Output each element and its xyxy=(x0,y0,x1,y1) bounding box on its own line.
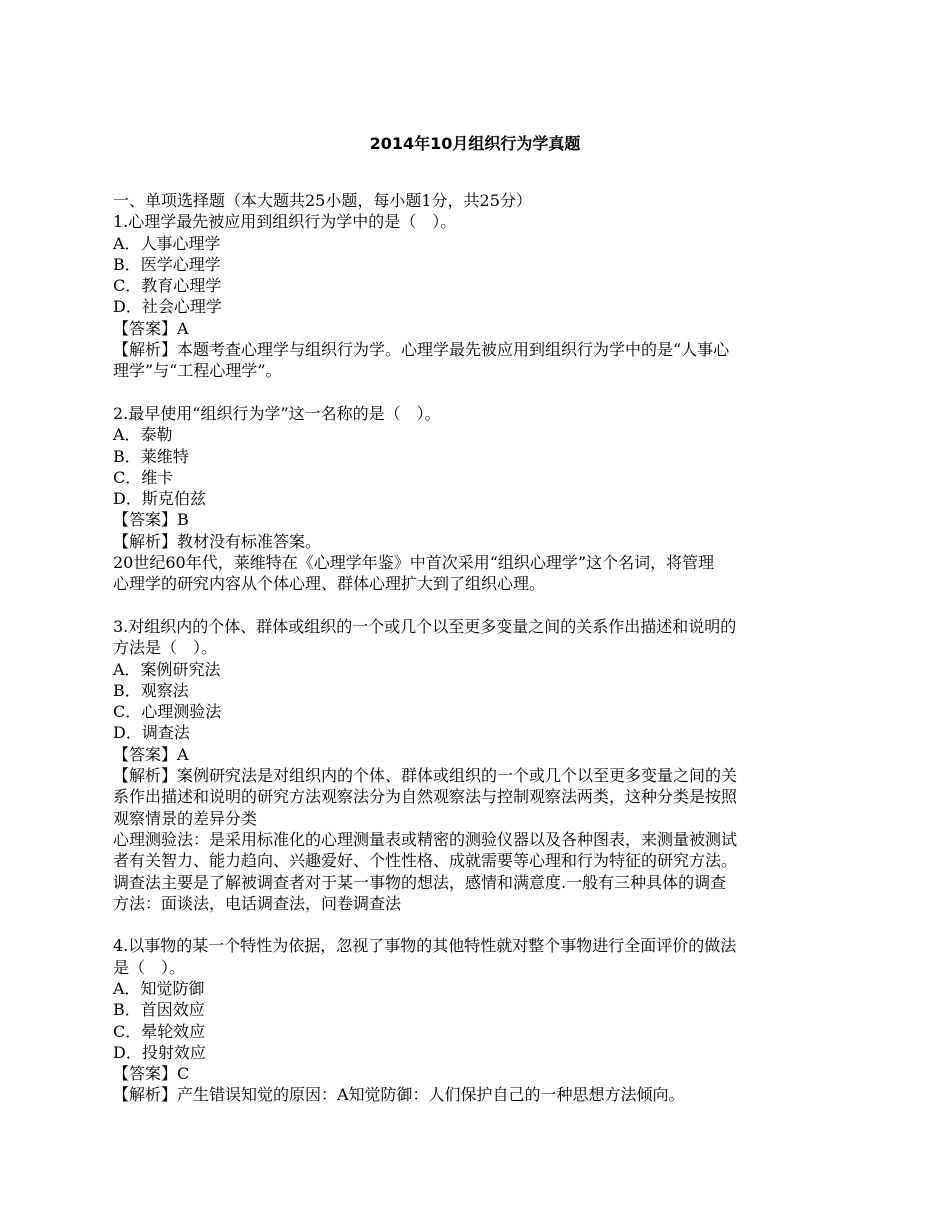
spacer xyxy=(113,382,843,403)
question-4 xyxy=(113,935,843,1105)
document-body xyxy=(113,190,843,1106)
analysis-line: 心理测验法：是采用标准化的心理测量表或精密的测验仪器以及各种图表，来测量被测试 xyxy=(113,829,738,849)
question-stem: 1.心理学最先被应用到组织行为学中的是（ ）。 xyxy=(113,212,457,232)
option-c: C．心理测验法 xyxy=(113,702,222,722)
option-a: A．知觉防御 xyxy=(113,978,205,998)
option-c: C．教育心理学 xyxy=(113,276,222,296)
option-a: A．人事心理学 xyxy=(113,233,221,253)
option-b: B．莱维特 xyxy=(113,446,189,466)
option-c: C．晕轮效应 xyxy=(113,1021,206,1041)
option-a: A．泰勒 xyxy=(113,425,173,445)
question-3 xyxy=(113,616,843,914)
option-b: B．观察法 xyxy=(113,680,189,700)
option-d: D．调查法 xyxy=(113,723,190,743)
question-stem: 2.最早使用“组织行为学”这一名称的是（ ）。 xyxy=(113,403,441,423)
analysis-line: 【解析】案例研究法是对组织内的个体、群体或组织的一个或几个以至更多变量之间的关 xyxy=(113,766,738,786)
question-stem: 3.对组织内的个体、群体或组织的一个或几个以至更多变量之间的关系作出描述和说明的 xyxy=(113,616,737,636)
question-2 xyxy=(113,403,843,595)
analysis-line: 系作出描述和说明的研究方法观察法分为自然观察法与控制观察法两类，这种分类是按照 xyxy=(113,787,738,807)
spacer xyxy=(113,595,843,616)
analysis-line: 观察情景的差异分类 xyxy=(113,808,258,828)
analysis-line: 【解析】产生错误知觉的原因：A知觉防御：人们保护自己的一种思想方法倾向。 xyxy=(113,1085,685,1105)
analysis-line: 理学”与“工程心理学”。 xyxy=(113,361,282,381)
question-stem: 是（ ）。 xyxy=(113,957,186,977)
question-1 xyxy=(113,211,843,381)
question-stem: 4.以事物的某一个特性为依据，忽视了事物的其他特性就对整个事物进行全面评价的做法 xyxy=(113,936,737,956)
spacer xyxy=(113,914,843,935)
analysis-line: 20世纪60年代，莱维特在《心理学年鉴》中首次采用“组织心理学”这个名词，将管理 xyxy=(113,553,715,573)
section-header: 一、单项选择题（本大题共25小题，每小题1分，共25分） xyxy=(113,191,532,210)
option-d: D．斯克伯兹 xyxy=(113,489,206,509)
option-d: D．社会心理学 xyxy=(113,297,222,317)
analysis-line: 调查法主要是了解被调查者对于某一事物的想法，感情和满意度.一般有三种具体的调查 xyxy=(113,872,727,892)
answer: 【答案】A xyxy=(113,744,189,764)
question-stem: 方法是（ ）。 xyxy=(113,638,218,658)
analysis-line: 【解析】教材没有标准答案。 xyxy=(113,531,322,551)
option-b: B．医学心理学 xyxy=(113,254,221,274)
option-a: A．案例研究法 xyxy=(113,659,221,679)
analysis-line: 方法：面谈法，电话调查法，问卷调查法 xyxy=(113,893,402,913)
option-c: C．维卡 xyxy=(113,467,174,487)
option-d: D．投射效应 xyxy=(113,1042,206,1062)
answer: 【答案】B xyxy=(113,510,189,530)
answer: 【答案】C xyxy=(113,1064,190,1084)
analysis-line: 者有关智力、能力趋向、兴趣爱好、个性性格、成就需要等心理和行为特征的研究方法。 xyxy=(113,851,738,871)
option-b: B．首因效应 xyxy=(113,1000,205,1020)
analysis-line: 【解析】本题考查心理学与组织行为学。心理学最先被应用到组织行为学中的是“人事心 xyxy=(113,340,730,360)
analysis-line: 心理学的研究内容从个体心理、群体心理扩大到了组织心理。 xyxy=(113,574,546,594)
page-title: 2014年10月组织行为学真题 xyxy=(369,134,581,153)
answer: 【答案】A xyxy=(113,318,189,338)
